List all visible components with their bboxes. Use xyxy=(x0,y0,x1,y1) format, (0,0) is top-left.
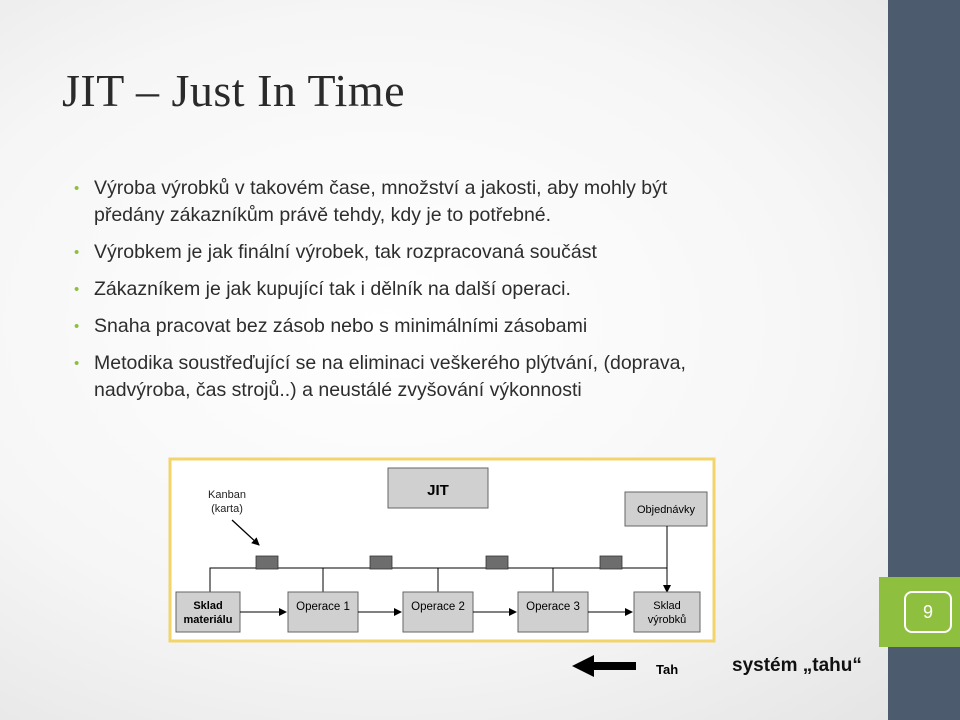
operation-3-label: Operace 3 xyxy=(526,601,580,613)
kanban-label-sub: (karta) xyxy=(211,503,243,515)
bullet-line: nadvýroba, čas strojů..) a neustálé zvyšování výkonnosti xyxy=(94,379,582,401)
slide-title: JIT – Just In Time xyxy=(62,65,406,116)
pull-system-caption: systém „tahu“ xyxy=(732,655,862,676)
operation-1-label: Operace 1 xyxy=(296,601,350,613)
pull-label: Tah xyxy=(656,662,679,677)
orders-label: Objednávky xyxy=(636,504,696,516)
bullet-line: Zákazníkem je jak kupující tak i dělník na další operaci. xyxy=(94,278,571,300)
page-number: 9 xyxy=(904,591,952,633)
kanban-card xyxy=(600,556,622,569)
jit-label: JIT xyxy=(427,482,449,499)
product-stock-label-sub: výrobků xyxy=(647,614,687,626)
material-stock-label: Sklad xyxy=(193,600,223,612)
bullet-line: Snaha pracovat bez zásob nebo s minimálními zásobami xyxy=(94,315,588,337)
bullet-line: předány zákazníkům právě tehdy, kdy je to potřebné. xyxy=(94,204,552,226)
kanban-card xyxy=(256,556,278,569)
pull-arrow-head xyxy=(572,655,594,677)
product-stock-label: Sklad xyxy=(653,600,681,612)
bullet-line: Výroba výrobků v takovém čase, množství a jakosti, aby mohly být xyxy=(94,177,668,199)
product-stock-box xyxy=(634,592,700,632)
kanban-label: Kanban xyxy=(208,489,246,501)
operation-2-label: Operace 2 xyxy=(411,601,465,613)
kanban-card xyxy=(370,556,392,569)
material-stock-box xyxy=(176,592,240,632)
kanban-card xyxy=(486,556,508,569)
material-stock-label-sub: materiálu xyxy=(183,614,233,626)
bullet-line: Metodika soustřeďující se na eliminaci veškerého plýtvání, (doprava, xyxy=(94,352,686,374)
bullet-line: Výrobkem je jak finální výrobek, tak rozpracovaná součást xyxy=(94,241,597,263)
